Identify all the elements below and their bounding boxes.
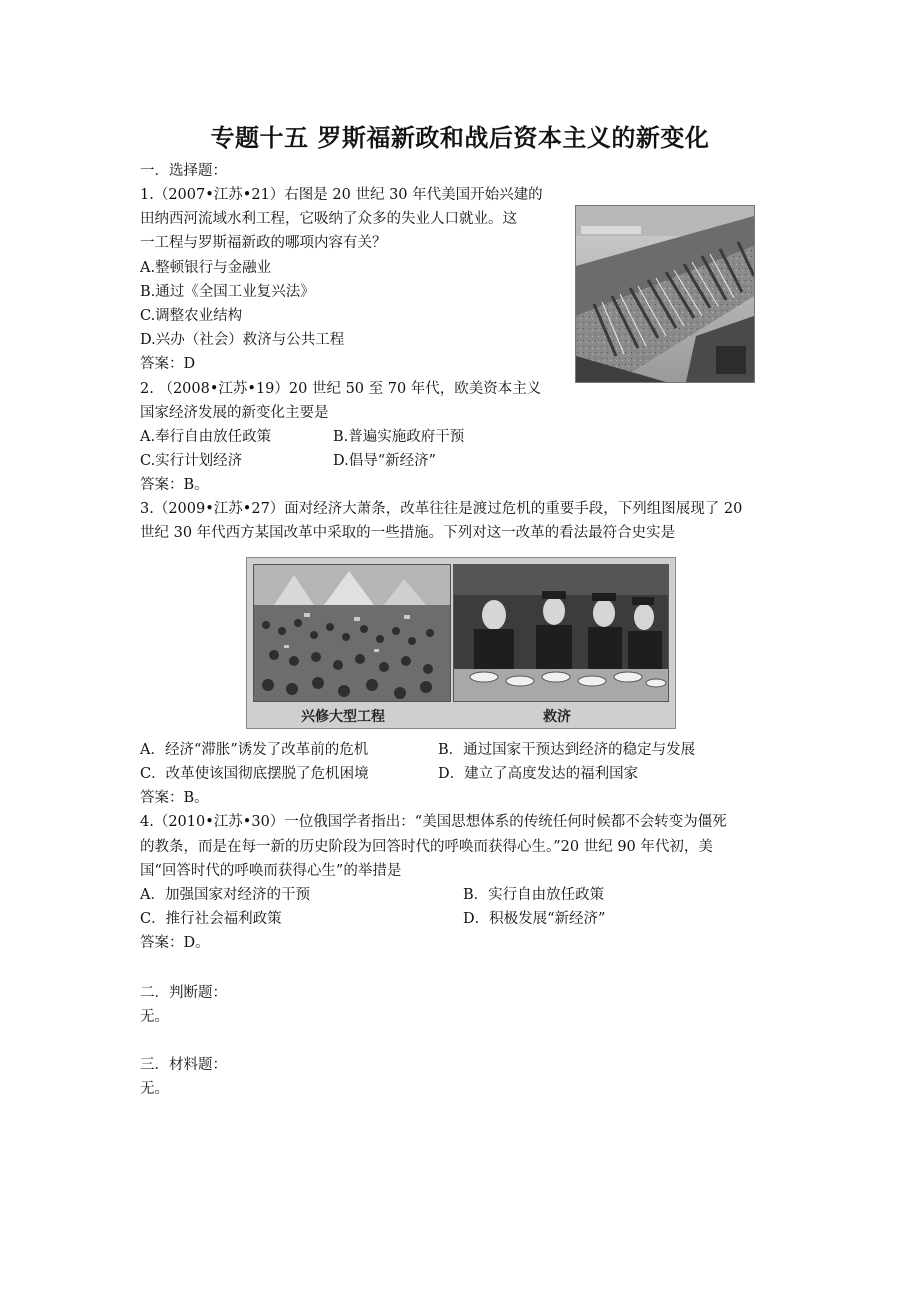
section-material-body: 无。 xyxy=(140,1081,169,1097)
q2-option-a: A.奉行自由放任政策 xyxy=(140,429,272,445)
q4-option-d: D．积极发展“新经济” xyxy=(463,911,606,927)
q4-option-c: C．推行社会福利政策 xyxy=(140,911,282,927)
section-heading-judgment: 二．判断题： xyxy=(140,985,227,1001)
caption-relief: 救济 xyxy=(543,709,571,725)
q3-stem-line2: 世纪 30 年代西方某国改革中采取的一些措施。下列对这一改革的看法最符合史实是 xyxy=(140,525,676,541)
construction-photo xyxy=(253,564,451,702)
caption-construction: 兴修大型工程 xyxy=(301,709,385,725)
q4-option-a: A．加强国家对经济的干预 xyxy=(140,887,310,903)
q1-stem-line1: 1.（2007•江苏•21）右图是 20 世纪 30 年代美国开始兴建的 xyxy=(140,187,543,203)
q2-option-b: B.普遍实施政府干预 xyxy=(333,429,465,445)
section-heading-material: 三．材料题： xyxy=(140,1057,227,1073)
q1-option-d: D.兴办（社会）救济与公共工程 xyxy=(140,332,345,348)
q4-stem-line3: 国“回答时代的呼唤而获得心生”的举措是 xyxy=(140,863,402,879)
q4-stem-line1: 4.（2010•江苏•30）一位俄国学者指出：“美国思想体系的传统任何时候都不会转变为僵死 xyxy=(140,814,727,830)
q4-option-b: B．实行自由放任政策 xyxy=(463,887,605,903)
q1-option-c: C.调整农业结构 xyxy=(140,308,243,324)
q1-option-b: B.通过《全国工业复兴法》 xyxy=(140,284,315,300)
q1-stem-line3: 一工程与罗斯福新政的哪项内容有关？ xyxy=(140,235,387,251)
dam-photo xyxy=(575,205,755,383)
q3-answer: 答案：B。 xyxy=(140,790,209,806)
q3-option-d: D．建立了高度发达的福利国家 xyxy=(438,766,639,782)
q2-option-d: D.倡导“新经济” xyxy=(333,453,437,469)
q4-answer: 答案：D。 xyxy=(140,935,210,951)
q3-option-b: B．通过国家干预达到经济的稳定与发展 xyxy=(438,742,696,758)
q1-answer: 答案：D xyxy=(140,356,196,372)
q3-stem-line1: 3.（2009•江苏•27）面对经济大萧条，改革往往是渡过危机的重要手段，下列组图展现了 20 xyxy=(140,501,743,517)
relief-photo xyxy=(453,564,669,702)
q1-stem-line2: 田纳西河流域水利工程，它吸纳了众多的失业人口就业。这 xyxy=(140,211,517,227)
q3-option-c: C．改革使该国彻底摆脱了危机困境 xyxy=(140,766,369,782)
q4-stem-line2: 的教条，而是在每一新的历史阶段为回答时代的呼唤而获得心生。”20 世纪 90 年代初，美 xyxy=(140,839,713,855)
q2-stem-line2: 国家经济发展的新变化主要是 xyxy=(140,405,329,421)
reform-photo-pair xyxy=(246,557,676,729)
q2-stem-line1: 2. （2008•江苏•19）20 世纪 50 至 70 年代，欧美资本主义 xyxy=(140,381,542,397)
q3-option-a: A．经济“滞胀”诱发了改革前的危机 xyxy=(140,742,369,758)
q2-answer: 答案：B。 xyxy=(140,477,209,493)
page-title: 专题十五 罗斯福新政和战后资本主义的新变化 xyxy=(210,124,710,152)
section-heading-choice: 一．选择题： xyxy=(140,163,227,179)
section-judgment-body: 无。 xyxy=(140,1009,169,1025)
q2-option-c: C.实行计划经济 xyxy=(140,453,243,469)
q1-option-a: A.整顿银行与金融业 xyxy=(140,260,272,276)
